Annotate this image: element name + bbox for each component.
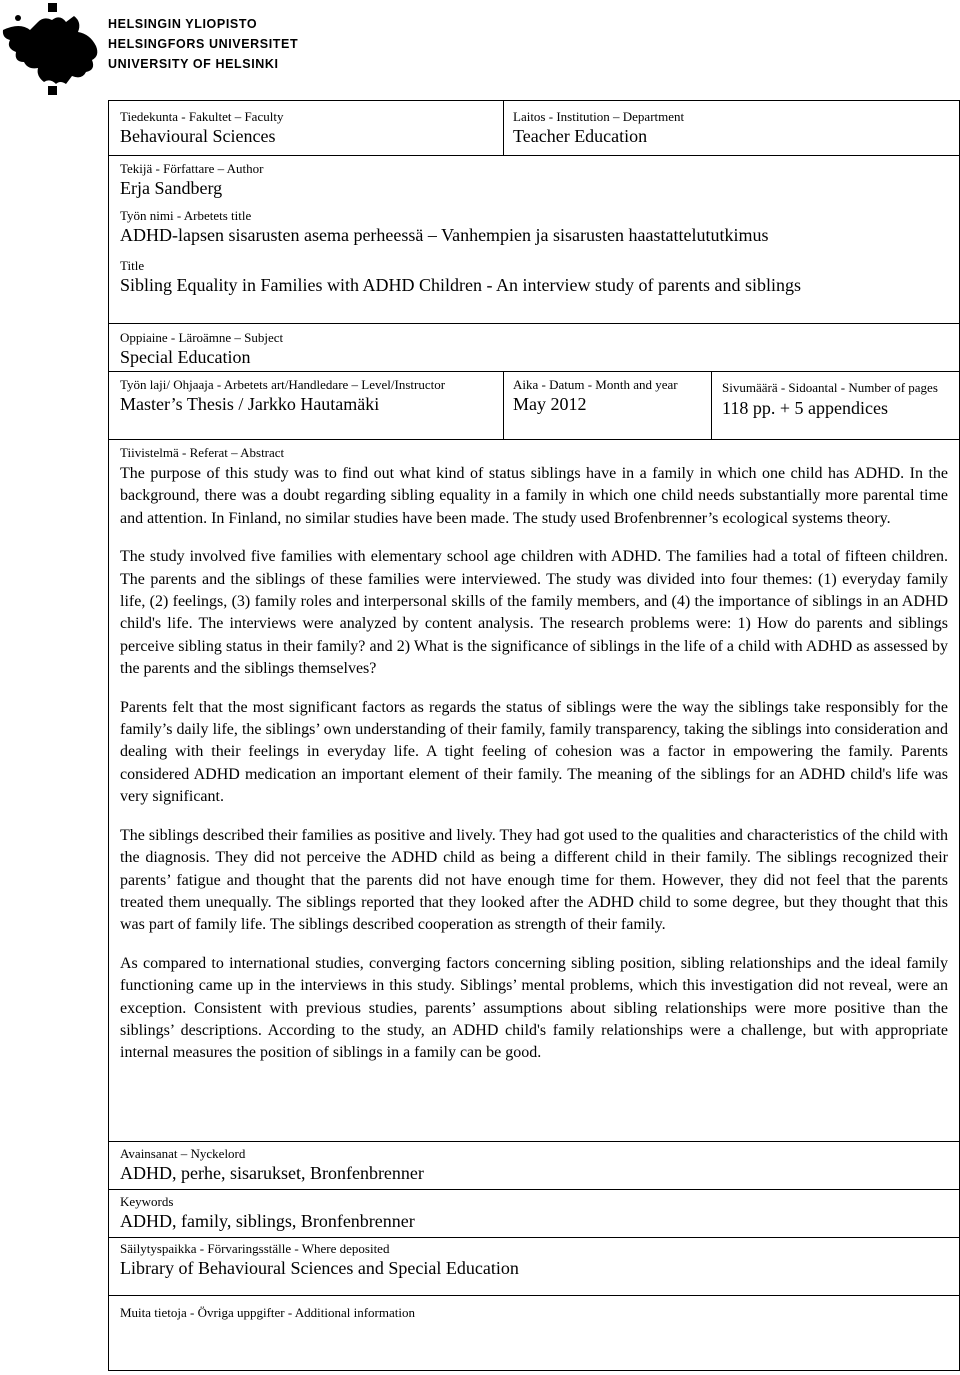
abstract-label: Tiivistelmä - Referat – Abstract (120, 445, 285, 460)
subject-label: Oppiaine - Läroämne – Subject (120, 330, 284, 345)
abstract-body (120, 463, 948, 1081)
level-value: Master’s Thesis / Jarkko Hautamäki (120, 394, 380, 414)
author-cell (120, 161, 950, 199)
department-value: Teacher Education (513, 126, 648, 146)
deposited-label: Säilytyspaikka - Förvaringsställe - Where deposited (120, 1241, 390, 1256)
keywords-fi-cell (120, 1146, 950, 1184)
deposited-value: Library of Behavioural Sciences and Special Education (120, 1258, 519, 1278)
pages-value: 118 pp. + 5 appendices (722, 398, 888, 418)
pages-label: Sivumäärä - Sidoantal - Number of pages (722, 380, 938, 395)
divider (711, 371, 712, 439)
university-names (108, 14, 298, 74)
department-cell (513, 109, 953, 147)
date-cell (513, 377, 709, 415)
keywords-en-label: Keywords (120, 1194, 174, 1209)
divider (109, 1295, 959, 1296)
abstract-paragraph: The siblings described their families as positive and lively. They had got used to the qualities and characteristics of the child with the diagnosis. They did not perceive the ADHD child as being a different child in their family. The siblings recognized their parents’ fatigue and thought that the parents did not have enough time for them. However, they did not feel that the parents treated them unequally. The siblings reported that they looked after the ADHD child to some degree, but they thought that this was part of family life. The siblings described cooperation as strength of their family. (120, 826, 948, 934)
university-name-sv: HELSINGFORS UNIVERSITET (108, 37, 299, 51)
title-value: Sibling Equality in Families with ADHD Children - An interview study of parents and siblings (120, 275, 801, 295)
keywords-fi-value: ADHD, perhe, sisarukset, Bronfenbrenner (120, 1163, 424, 1183)
work-title-value: ADHD-lapsen sisarusten asema perheessä – Vanhempien ja sisarusten haastattelututkimus (120, 225, 769, 245)
title-label: Title (120, 258, 145, 273)
pages-cell (722, 377, 952, 419)
keywords-fi-label: Avainsanat – Nyckelord (120, 1146, 246, 1161)
additional-info-cell (120, 1305, 950, 1321)
divider (503, 101, 504, 155)
divider (503, 371, 504, 439)
additional-info-label: Muita tietoja - Övriga uppgifter - Additional information (120, 1305, 415, 1320)
divider (109, 371, 959, 372)
keywords-en-cell (120, 1194, 950, 1232)
faculty-value: Behavioural Sciences (120, 126, 276, 146)
helsinki-university-logo (0, 0, 110, 98)
divider (109, 1141, 959, 1142)
faculty-label: Tiedekunta - Fakultet – Faculty (120, 109, 284, 124)
level-cell (120, 377, 500, 415)
author-value: Erja Sandberg (120, 178, 223, 198)
deposited-cell (120, 1241, 950, 1279)
divider (109, 323, 959, 324)
faculty-cell (120, 109, 500, 147)
abstract-paragraph: Parents felt that the most significant factors as regards the status of siblings were the way the siblings take responsibly for the family’s daily life, the siblings’ own understanding of their family, family transparency, taking the siblings into consideration and dealing with their feelings in everyday life. A tight feeling of cohesion was a factor in empowering the family. Parents considered ADHD medication an important element of their family. The meaning of the siblings for an ADHD child's life was very significant. (120, 698, 948, 806)
thesis-abstract-form (108, 100, 960, 1371)
abstract-paragraph: As compared to international studies, converging factors concerning sibling position, sibling relationships and the ideal family functioning came up in the interviews in this study. Siblings’ mental problems, which this investigation did not reveal, were an exception. Consistent with previous studies, parents’ assumptions about sibling relationships were more positive than the siblings’ descriptions. According to the study, an ADHD child's family relationships were a challenge, but with appropriate internal measures the position of siblings in a family can be good. (120, 954, 948, 1062)
keywords-en-value: ADHD, family, siblings, Bronfenbrenner (120, 1211, 415, 1231)
date-label: Aika - Datum - Month and year (513, 377, 678, 392)
abstract-label-cell (120, 445, 950, 461)
level-label: Työn laji/ Ohjaaja - Arbetets art/Handledare – Level/Instructor (120, 377, 446, 392)
title-cell (120, 258, 955, 296)
divider (109, 439, 959, 440)
author-label: Tekijä - Författare – Author (120, 161, 264, 176)
subject-cell (120, 330, 950, 368)
work-title-label: Työn nimi - Arbetets title (120, 208, 252, 223)
abstract-paragraph: The purpose of this study was to find out what kind of status siblings have in a family in which one child has ADHD. In the background, there was a doubt regarding sibling equality in a family in which one child needs substantially more parental time and attention. In Finland, no similar studies have been made. The study used Brofenbrenner’s ecological systems theory. (120, 465, 948, 527)
department-label: Laitos - Institution – Department (513, 109, 685, 124)
work-title-cell (120, 208, 955, 246)
date-value: May 2012 (513, 394, 587, 414)
university-name-en: UNIVERSITY OF HELSINKI (108, 57, 279, 71)
subject-value: Special Education (120, 347, 251, 367)
divider (109, 1189, 959, 1190)
abstract-paragraph: The study involved five families with elementary school age children with ADHD. The families had a total of fifteen children. The parents and the siblings of these families were interviewed. The study was divided into four themes: (1) everyday family life, (2) feelings, (3) family roles and interpersonal skills of the family members, and (4) the importance of siblings in an ADHD child's life. The interviews were analyzed by content analysis. The research problems were: 1) How do parents and siblings perceive sibling status in their family? and 2) What is the significance of siblings in the life of a child with ADHD as assessed by the parents and the siblings themselves? (120, 548, 948, 678)
divider (109, 155, 959, 156)
university-name-fi: HELSINGIN YLIOPISTO (108, 17, 258, 31)
divider (109, 1237, 959, 1238)
